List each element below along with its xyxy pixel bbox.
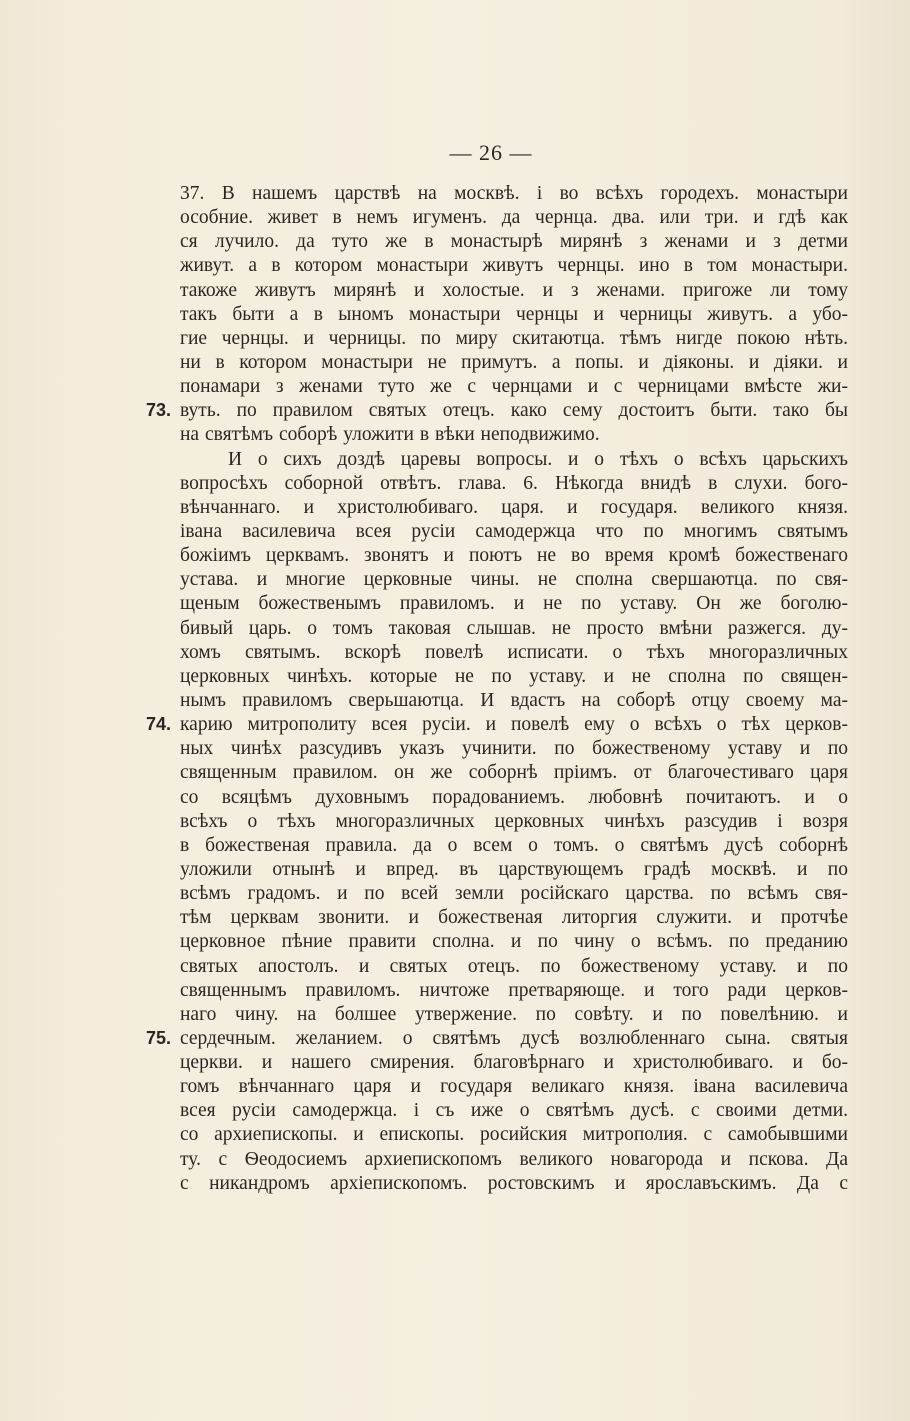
text-line: ту. с Ѳеодосиемъ архиепископомъ великого новагорода и пскова. Да: [180, 1148, 848, 1170]
margin-marker-74: 74.: [146, 714, 172, 734]
text-line: івана василевича всея русіи самодержца что по многимъ святымъ: [180, 520, 848, 542]
text-line: всѣхъ о тѣхъ многоразличных церковных чинѣхъ разсудив і возря: [180, 810, 848, 832]
text-line: священным правилом. он же соборнѣ пріимъ. от благочестиваго царя: [180, 762, 848, 784]
text-line: бивый царь. о томъ таковая слышав. не просто вмѣни разжегся. ду-: [180, 617, 848, 639]
text-line: наго чину. на болшее утвержение. по совѣту. и по повелѣнию. и: [180, 1003, 848, 1025]
text-line: особние. живет в немъ игуменъ. да чернца. два. или три. и гдѣ как: [180, 207, 848, 229]
text-line: вуть. по правилом святых отецъ. како сему достоитъ быти. тако бы: [180, 400, 848, 422]
text-line: с никандромъ архіепископомъ. ростовскимъ и ярославъскимъ. Да с: [180, 1172, 848, 1194]
text-line: понамари з женами туто же с чернцами и с черницами вмѣсте жи-: [180, 376, 848, 398]
text-line: гие чернцы. и черницы. по миру скитаютца. тѣмъ нигде покою нѣть.: [180, 327, 848, 349]
text-line: со архиепископы. и епископы. росийския митрополия. с самобывшими: [180, 1124, 848, 1146]
text-line: устава. и многие церковные чины. не сполна свершаютца. по свя-: [180, 569, 848, 591]
text-line: ни в котором монастыри не примутъ. а попы. и діяконы. и діяки. и: [180, 351, 848, 373]
text-line: со всяцѣмъ духовнымъ порадованиемъ. любовнѣ почитаютъ. и о: [180, 786, 848, 808]
text-line: уложили отнынѣ и впред. въ царствующемъ градѣ москвѣ. и по: [180, 858, 848, 880]
text-line: сердечным. желанием. о святѣмъ дусѣ возлюбленнаго сына. святыя: [180, 1027, 848, 1049]
text-line: вѣнчаннаго. и христолюбиваго. царя. и государя. великого князя.: [180, 496, 848, 518]
text-line: божіимъ церквамъ. звонятъ и поютъ не во время кромѣ божественаго: [180, 545, 848, 567]
text-line: церковное пѣние правити сполна. и по чину о всѣмъ. по преданию: [180, 931, 848, 953]
text-line: гомъ вѣнчаннаго царя и государя великаго князя. івана василевича: [180, 1076, 848, 1098]
page-number: — 26 —: [449, 140, 533, 165]
text-line: вопросѣхъ соборной отвѣтъ. глава. 6. Нѣкогда внидѣ в слухи. бого-: [180, 472, 848, 494]
text-line: хомъ святымъ. вскорѣ повелѣ исписати. о тѣхъ многоразличных: [180, 641, 848, 663]
text-line: такъ быти а в ыномъ монастыри чернцы и черницы живутъ. а убо-: [180, 303, 848, 325]
margin-marker-73: 73.: [146, 400, 172, 420]
text-line: церкви. и нашего смирения. благовѣрнаго и христолюбиваго. и бо-: [180, 1052, 848, 1074]
text-line: тѣм церквам звонити. и божественая литоргия служити. и протчѣе: [180, 907, 848, 929]
text-line: нымъ правиломъ сверьшаютца. И вдастъ на соборѣ отцу своему ма-: [180, 689, 848, 711]
text-line: священнымъ правиломъ. ничтоже претваряюще. и того ради церков-: [180, 979, 848, 1001]
body-text: [180, 182, 848, 1196]
text-line: щеным божественымъ правиломъ. и не по уставу. Он же боголю-: [180, 593, 848, 615]
text-line: святых апостолъ. и святых отецъ. по божественому уставу. и по: [180, 955, 848, 977]
text-line: живут. а в котором монастыри живутъ чернцы. ино в том монастыри.: [180, 255, 848, 277]
text-line: ся лучило. да туто же в монастырѣ мирянѣ з женами и з детми: [180, 231, 848, 253]
text-line: И о сихъ доздѣ царевы вопросы. и о тѣхъ о всѣхъ царьскихъ: [228, 448, 848, 470]
text-line: 37. В нашемъ царствѣ на москвѣ. і во всѣхъ городехъ. монастыри: [180, 183, 848, 204]
text-line: всея русіи самодержца. і съ иже о святѣмъ дусѣ. с своими детми.: [180, 1100, 848, 1122]
text-line: в божественая правила. да о всем о томъ. о святѣмъ дусѣ соборнѣ: [180, 834, 848, 856]
text-line: церковных чинѣхъ. которые не по уставу. и не сполна по священ-: [180, 665, 848, 687]
text-line: на святѣмъ соборѣ уложити в вѣки неподвижимо.: [180, 424, 600, 446]
text-line: такоже живутъ мирянѣ и холостые. и з женами. пригоже ли тому: [180, 279, 848, 301]
text-line: ных чинѣх разсудивъ указъ учинити. по божественому уставу и по: [180, 738, 848, 760]
text-line: всѣмъ градомъ. и по всей земли російскаго царства. по всѣмъ свя-: [180, 883, 848, 905]
margin-marker-75: 75.: [146, 1028, 172, 1048]
text-line: карию митрополиту всея русіи. и повелѣ ему о всѣхъ о тѣх церков-: [180, 714, 848, 736]
